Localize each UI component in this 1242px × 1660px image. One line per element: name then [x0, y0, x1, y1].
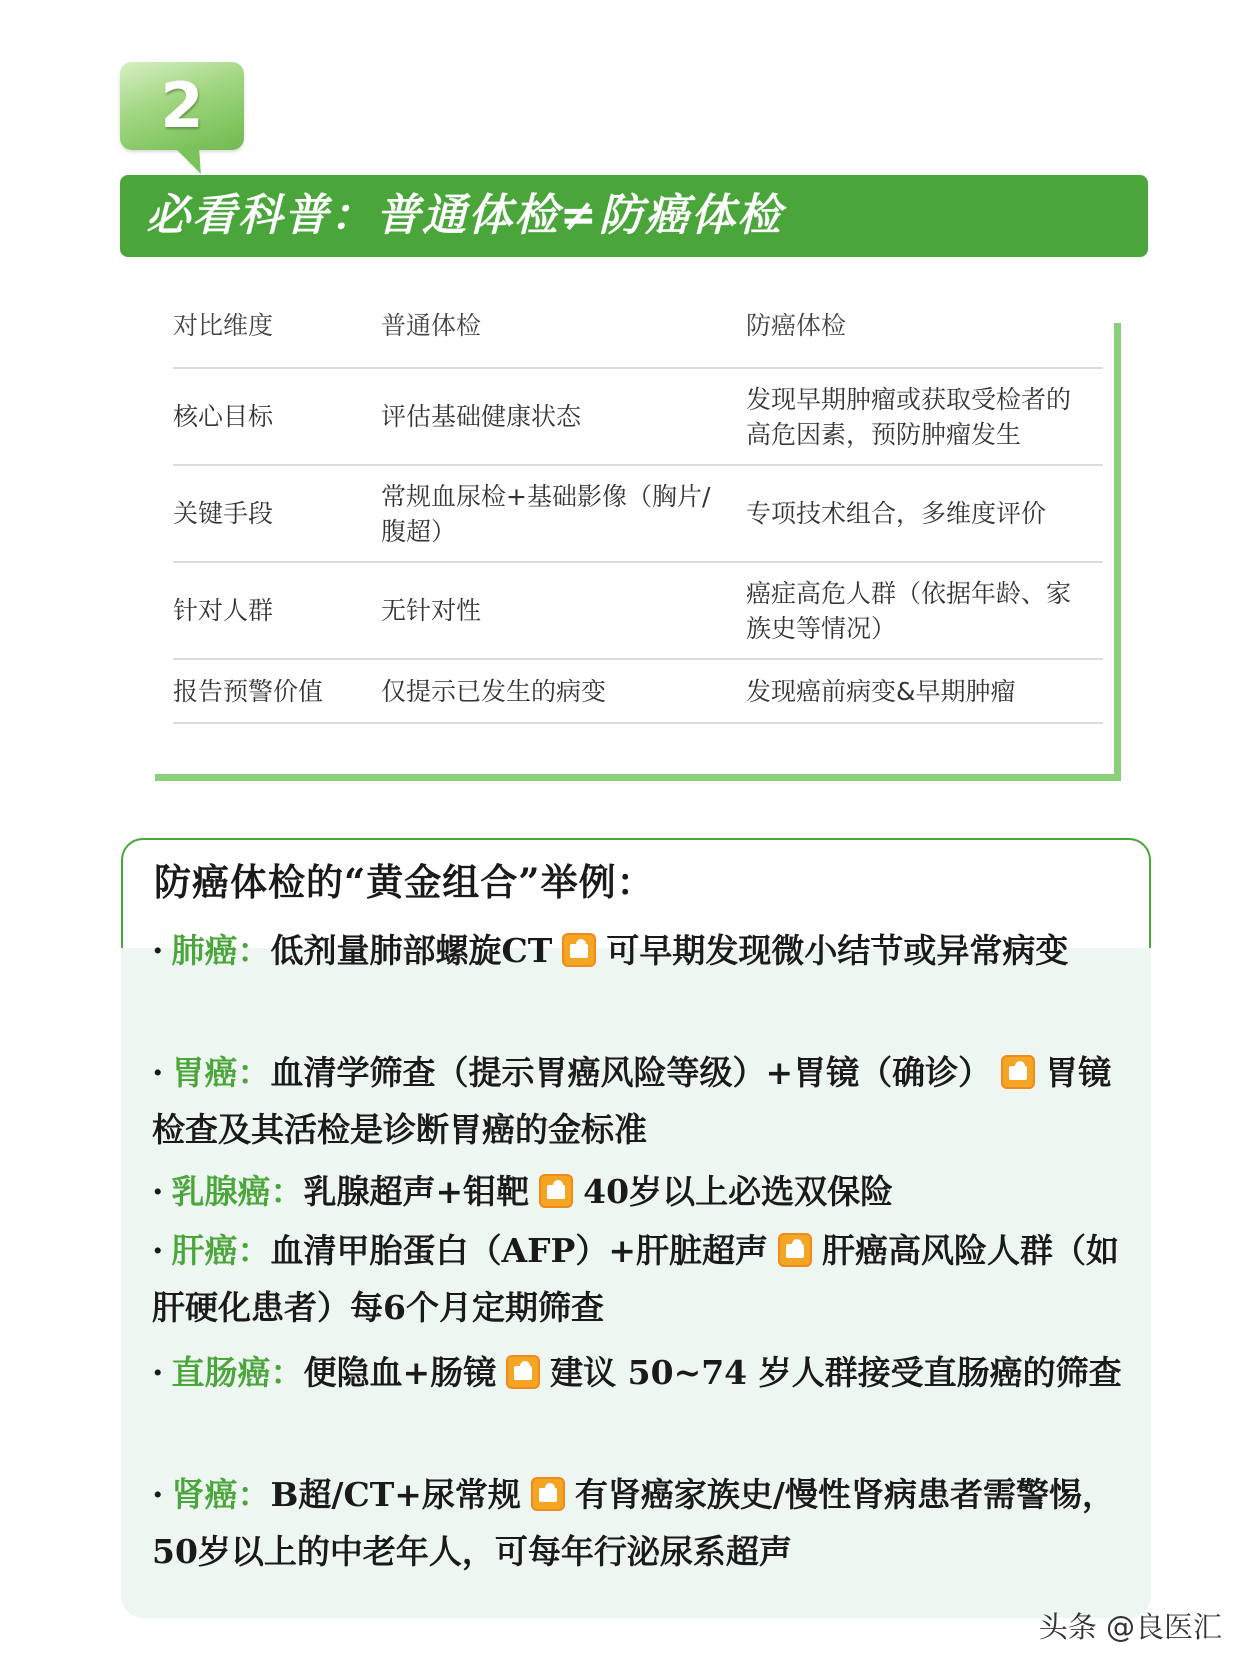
screening-method: B超/CT+尿常规 [270, 1475, 521, 1514]
screening-method: 血清学筛查（提示胃癌风险等级）+胃镜（确诊） [270, 1053, 992, 1092]
table-header-row [173, 310, 1103, 369]
table-row [173, 563, 1103, 660]
screening-method: 血清甲胎蛋白（AFP）+肝脏超声 [270, 1231, 768, 1270]
table-cell: 无针对性 [381, 596, 482, 625]
bullet: · [152, 1172, 164, 1211]
list-item [152, 1222, 1142, 1336]
table-header-cell: 对比维度 [173, 310, 274, 340]
comparison-table [155, 310, 1121, 781]
screening-note: 有肾癌家族史/慢性肾病患者需警惕，50岁以上的中老年人，可每年行泌尿系超声 [152, 1475, 1115, 1571]
picture-icon [531, 1477, 565, 1511]
table-cell: 癌症高危人群（依据年龄、家族史等情况） [746, 578, 1072, 643]
section-number: 2 [160, 69, 204, 142]
table-row [173, 369, 1103, 466]
page-title: 必看科普：普通体检≠防癌体检 [146, 190, 783, 241]
table-header-cell: 普通体检 [381, 310, 482, 340]
screening-method: 便隐血+肠镜 [303, 1353, 497, 1392]
screening-method: 低剂量肺部螺旋CT [270, 931, 553, 970]
table-header-cell: 防癌体检 [746, 310, 847, 340]
picture-icon [1001, 1055, 1035, 1089]
title-bar [120, 175, 1148, 257]
table-cell: 针对人群 [173, 596, 274, 625]
screening-note: 建议 50~74 岁人群接受直肠癌的筛查 [550, 1353, 1122, 1392]
picture-icon [506, 1355, 540, 1389]
watermark: 头条 @良医汇 [1038, 1610, 1222, 1644]
screening-note: 胃镜检查及其活检是诊断胃癌的金标准 [152, 1053, 1112, 1149]
table-cell: 仅提示已发生的病变 [381, 676, 607, 706]
cancer-name: 乳腺癌： [171, 1172, 304, 1211]
table-cell: 发现癌前病变&早期肿瘤 [746, 676, 1016, 706]
list-item [152, 922, 1142, 979]
list-item [152, 1163, 1142, 1220]
screening-note: 可早期发现微小结节或异常病变 [606, 931, 1069, 970]
cancer-name: 肝癌： [171, 1231, 271, 1270]
picture-icon [778, 1233, 812, 1267]
bullet: · [152, 1475, 164, 1514]
table-cell: 评估基础健康状态 [381, 402, 582, 431]
table-cell: 报告预警价值 [173, 676, 324, 706]
list-item [152, 1344, 1142, 1401]
table-cell: 专项技术组合，多维度评价 [746, 499, 1047, 528]
bullet: · [152, 1053, 164, 1092]
table-cell: 发现早期肿瘤或获取受检者的高危因素，预防肿瘤发生 [746, 384, 1072, 449]
screening-note: 肝癌高风险人群（如肝硬化患者）每6个月定期筛查 [152, 1231, 1119, 1327]
panel-title: 防癌体检的“黄金组合”举例： [154, 860, 655, 904]
table-cell: 核心目标 [173, 402, 274, 431]
picture-icon [539, 1174, 573, 1208]
screening-note: 40岁以上必选双保险 [583, 1172, 894, 1211]
cancer-name: 肺癌： [171, 931, 271, 970]
bullet: · [152, 931, 164, 970]
picture-icon [562, 933, 596, 967]
table-cell: 常规血尿检+基础影像（胸片/腹超） [381, 481, 711, 546]
cancer-name: 直肠癌： [171, 1353, 304, 1392]
bullet: · [152, 1353, 164, 1392]
list-item [152, 1466, 1142, 1580]
cancer-name: 肾癌： [171, 1475, 271, 1514]
screening-method: 乳腺超声+钼靶 [303, 1172, 530, 1211]
table-row [173, 466, 1103, 563]
table-row [173, 660, 1103, 724]
section-number-badge [120, 62, 244, 150]
table-cell: 关键手段 [173, 499, 274, 528]
bullet: · [152, 1231, 164, 1270]
list-item [152, 1044, 1142, 1158]
cancer-name: 胃癌： [171, 1053, 271, 1092]
